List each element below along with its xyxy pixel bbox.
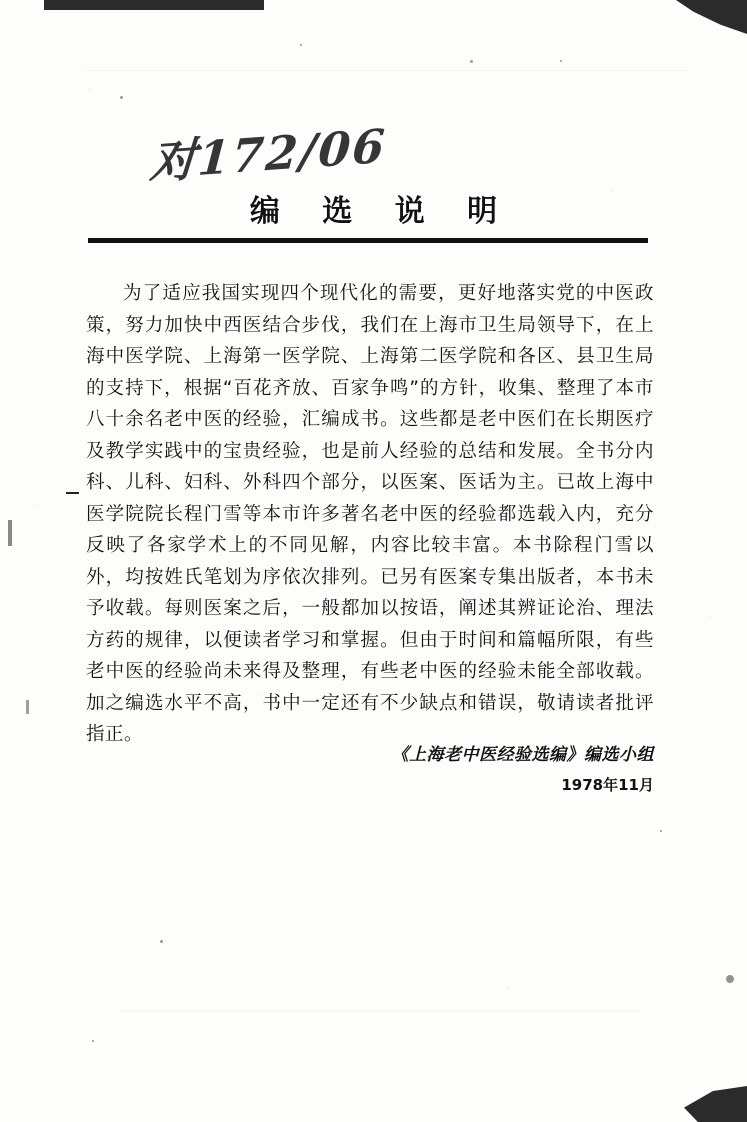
scan-speck (92, 1040, 94, 1042)
scan-streak (120, 1010, 640, 1011)
scan-speck (26, 700, 29, 714)
scan-artifact-top-right (676, 0, 747, 34)
scan-speck (300, 44, 302, 46)
preface-body (86, 278, 654, 751)
signature-line: 《上海老中医经验选编》编选小组 (391, 745, 654, 765)
scan-speck (560, 60, 562, 62)
scan-artifact-top-left (44, 0, 264, 10)
preface-paragraph: 为了适应我国实现四个现代化的需要，更好地落实党的中医政策，努力加快中西医结合步伐，我们在上海市卫生局领导下，在上海中医学院、上海第一医学院、上海第二医学院和各区、县卫生局的支持下，根据“百花齐放、百家争鸣”的方针，收集、整理了本市八十余名老中医的经验，汇编成书。这些都是老中医们在长期医疗及教学实践中的宝贵经验，也是前人经验的总结和发展。全书分内科、儿科、妇科、外科四个部分，以医案、医话为主。已故上海中医学院院长程门雪等本市许多著名老中医的经验都选载入内，充分反映了各家学术上的不同见解，内容比较丰富。本书除程门雪以外，均按姓氏笔划为序依次排列。已另有医案专集出版者，本书未予收载。每则医案之后，一般都加以按语，阐述其辨证论治、理法方药的规律，以便读者学习和掌握。但由于时间和篇幅所限，有些老中医的经验尚未来得及整理，有些老中医的经验未能全部收载。加之编选水平不高，书中一定还有不少缺点和错误，敬请读者批评指正。 (86, 283, 654, 745)
scan-streak (86, 70, 686, 71)
handwritten-call-number: 对172/06 (148, 118, 389, 190)
title-divider-rule (88, 238, 648, 243)
scan-artifact-bottom-right (684, 1086, 747, 1122)
scan-speck (660, 830, 662, 832)
scan-speck (160, 940, 163, 943)
scan-speck (120, 96, 123, 99)
margin-dash-mark (66, 492, 79, 494)
scan-speck (726, 975, 734, 983)
scan-speck (470, 60, 473, 63)
scan-speck (8, 520, 12, 546)
page-title: 编 选 说 明 (249, 194, 514, 229)
signature-date: 1978年11月 (561, 776, 654, 794)
